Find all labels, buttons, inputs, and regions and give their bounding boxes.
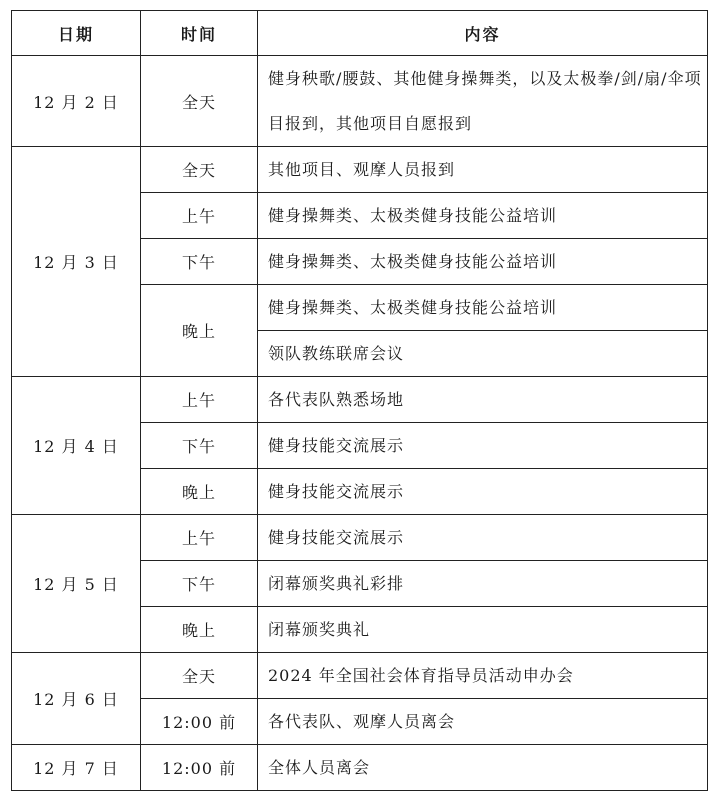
content-cell: 领队教练联席会议 [258, 331, 708, 377]
content-cell: 闭幕颁奖典礼彩排 [258, 561, 708, 607]
header-row [12, 11, 708, 56]
table-row [12, 56, 708, 147]
date-cell: 12 月 5 日 [12, 515, 141, 653]
time-cell: 上午 [141, 193, 258, 239]
header-content: 内容 [258, 11, 708, 56]
content-text: 健身秧歌/腰鼓、其他健身操舞类，以及太极拳/剑/扇/伞项目报到，其他项目自愿报到 [268, 69, 702, 133]
time-cell: 晚上 [141, 285, 258, 377]
content-cell: 健身技能交流展示 [258, 469, 708, 515]
time-cell: 上午 [141, 377, 258, 423]
time-cell: 全天 [141, 56, 258, 147]
content-cell: 健身技能交流展示 [258, 423, 708, 469]
header-date: 日期 [12, 11, 141, 56]
content-cell: 各代表队、观摩人员离会 [258, 699, 708, 745]
content-cell: 健身操舞类、太极类健身技能公益培训 [258, 193, 708, 239]
date-cell: 12 月 3 日 [12, 147, 141, 377]
content-cell: 健身操舞类、太极类健身技能公益培训 [258, 285, 708, 331]
table-row [12, 377, 708, 423]
time-cell: 全天 [141, 147, 258, 193]
table-row [12, 147, 708, 193]
time-cell: 下午 [141, 239, 258, 285]
time-cell: 晚上 [141, 469, 258, 515]
time-cell: 下午 [141, 561, 258, 607]
content-cell: 健身技能交流展示 [258, 515, 708, 561]
table-row [12, 745, 708, 791]
table-row [12, 653, 708, 699]
date-cell: 12 月 6 日 [12, 653, 141, 745]
time-cell: 晚上 [141, 607, 258, 653]
time-cell: 12:00 前 [141, 699, 258, 745]
content-cell: 闭幕颁奖典礼 [258, 607, 708, 653]
time-cell: 12:00 前 [141, 745, 258, 791]
time-cell: 上午 [141, 515, 258, 561]
table-row [12, 515, 708, 561]
time-cell: 全天 [141, 653, 258, 699]
date-cell: 12 月 4 日 [12, 377, 141, 515]
schedule-table [11, 10, 708, 791]
content-cell: 健身操舞类、太极类健身技能公益培训 [258, 239, 708, 285]
content-cell: 各代表队熟悉场地 [258, 377, 708, 423]
time-cell: 下午 [141, 423, 258, 469]
content-cell: 全体人员离会 [258, 745, 708, 791]
content-cell [258, 56, 708, 147]
date-cell: 12 月 2 日 [12, 56, 141, 147]
header-time: 时间 [141, 11, 258, 56]
content-cell: 其他项目、观摩人员报到 [258, 147, 708, 193]
content-cell: 2024 年全国社会体育指导员活动申办会 [258, 653, 708, 699]
date-cell: 12 月 7 日 [12, 745, 141, 791]
